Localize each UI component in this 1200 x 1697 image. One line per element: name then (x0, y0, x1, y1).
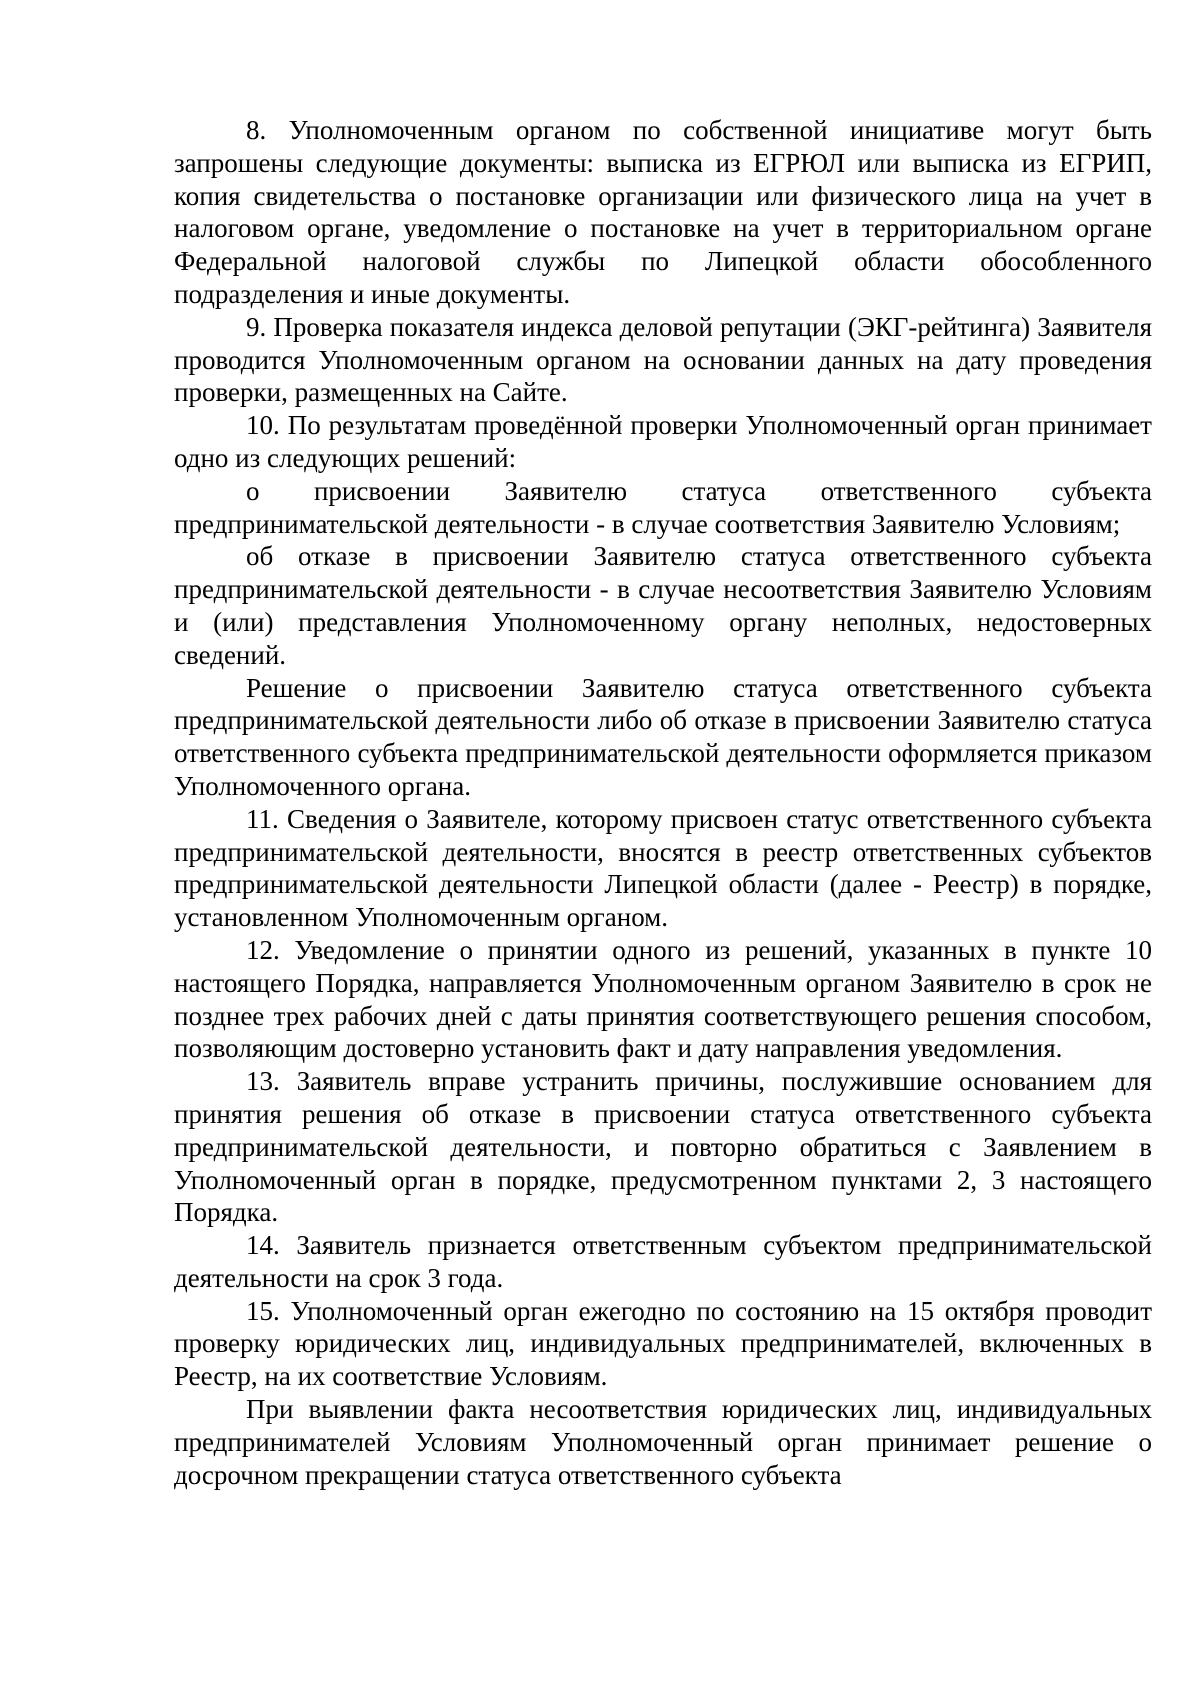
document-body (174, 114, 1152, 1491)
paragraph-10-option-grant: о присвоении Заявителю статуса ответственного субъекта предпринимательской деятельности - в случае соответствия Заявителю Условиям; (174, 475, 1152, 539)
paragraph-12: 12. Уведомление о принятии одного из решений, указанных в пункте 10 настоящего Порядка, направляется Уполномоченным органом Заявителю в срок не позднее трех рабочих дней с даты принятия соответствующего решения способом, позволяющим достоверно установить факт и дату направления уведомления. (174, 934, 1152, 1064)
paragraph-9: 9. Проверка показателя индекса деловой репутации (ЭКГ-рейтинга) Заявителя проводится Уполномоченным органом на основании данных на дату проведения проверки, размещенных на Сайте. (174, 311, 1152, 408)
paragraph-14: 14. Заявитель признается ответственным субъектом предпринимательской деятельности на срок 3 года. (174, 1230, 1152, 1293)
paragraph-15: 15. Уполномоченный орган ежегодно по состоянию на 15 октября проводит проверку юридических лиц, индивидуальных предпринимателей, включенных в Реестр, на их соответствие Условиям. (174, 1295, 1152, 1392)
paragraph-decision-order: Решение о присвоении Заявителю статуса ответственного субъекта предпринимательской деятельности либо об отказе в присвоении Заявителю статуса ответственного субъекта предпринимательской деятельности оформляется приказом Уполномоченного органа. (174, 672, 1152, 801)
paragraph-13: 13. Заявитель вправе устранить причины, послужившие основанием для принятия решения об отказе в присвоении статуса ответственного субъекта предпринимательской деятельности, и повторно обратиться с Заявлением в Уполномоченный орган в порядке, предусмотренном пунктами 2, 3 настоящего Порядка. (174, 1066, 1152, 1228)
paragraph-15-termination: При выявлении факта несоответствия юридических лиц, индивидуальных предпринимателей Условиям Уполномоченный орган принимает решение о досрочном прекращении статуса ответственного субъекта (174, 1394, 1152, 1490)
paragraph-10-option-refuse: об отказе в присвоении Заявителю статуса ответственного субъекта предпринимательской деятельности - в случае несоответствия Заявителю Условиям и (или) представления Уполномоченному органу неполных, недостоверных сведений. (174, 541, 1152, 670)
paragraph-8: 8. Уполномоченным органом по собственной инициативе могут быть запрошены следующие документы: выписка из ЕГРЮЛ или выписка из ЕГРИП, копия свидетельства о постановке организации или физического лица на учет в налоговом органе, уведомление о постановке на учет в территориальном органе Федеральной налоговой службы по Липецкой области обособленного подразделения и иные документы. (174, 115, 1152, 309)
paragraph-10: 10. По результатам проведённой проверки Уполномоченный орган принимает одно из следующих решений: (174, 410, 1152, 473)
paragraph-11: 11. Сведения о Заявителе, которому присвоен статус ответственного субъекта предпринимательской деятельности, вносятся в реестр ответственных субъектов предпринимательской деятельности Липецкой области (далее - Реестр) в порядке, установленном Уполномоченным органом. (174, 803, 1152, 933)
